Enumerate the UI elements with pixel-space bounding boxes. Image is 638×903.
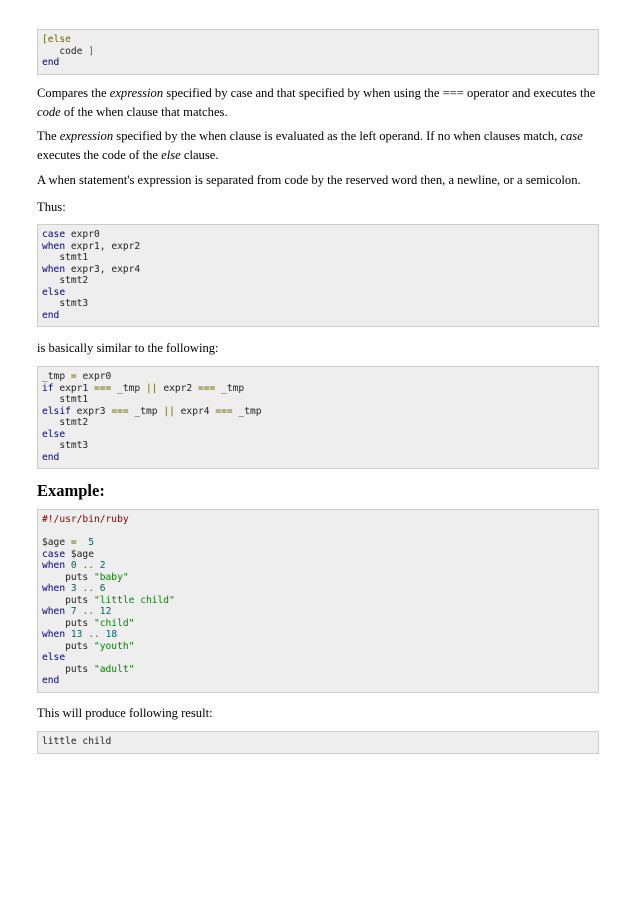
code-line: [42, 440, 594, 452]
code-token: puts: [42, 617, 94, 629]
code-line: [42, 664, 594, 676]
code-token: expr3: [70, 405, 112, 417]
code-token: "youth": [93, 640, 135, 652]
code-line: [42, 675, 594, 687]
code-token: ..: [82, 560, 95, 571]
code-token: end: [42, 675, 60, 686]
code-token: expr4: [174, 405, 216, 417]
paragraph-result-intro: This will produce following result:: [37, 706, 213, 720]
code-token: else: [42, 286, 66, 298]
code-token: "baby": [93, 571, 129, 583]
code-token: expr3, expr4: [65, 263, 141, 275]
text-segment: of the when clause that matches.: [60, 105, 228, 119]
code-line: [42, 560, 594, 572]
text-segment: Compares the: [37, 86, 110, 100]
code-line: [42, 252, 594, 264]
code-token: =: [70, 537, 77, 548]
italic-term: case: [560, 129, 583, 143]
code-token: "adult": [93, 663, 135, 675]
code-token: #!/usr/bin/ruby: [42, 514, 129, 525]
code-token: ..: [88, 629, 100, 640]
code-line: [42, 264, 594, 276]
code-line: [42, 275, 594, 287]
text-segment: The: [37, 129, 60, 143]
text-segment: specified by the when clause is evaluated as the left operand. If no when clauses match,: [113, 129, 561, 143]
code-token: expr1: [53, 382, 94, 394]
code-token: stmt1: [42, 394, 89, 405]
code-line: [42, 595, 594, 607]
code-line: [42, 383, 594, 395]
code-token: "child": [93, 617, 135, 629]
code-line: [42, 310, 594, 322]
code-token: _tmp: [215, 382, 245, 394]
code-token: case: [42, 548, 66, 560]
code-token: $age: [42, 537, 71, 548]
code-token: when: [42, 606, 66, 617]
italic-term: expression: [109, 86, 164, 100]
code-block-case-when: [37, 224, 599, 327]
code-token: expr0: [65, 229, 100, 240]
code-token: [else: [42, 34, 71, 45]
text-segment: clause.: [180, 148, 219, 162]
code-line: [42, 606, 594, 618]
code-token: stmt1: [42, 252, 89, 263]
code-token: when: [42, 263, 66, 275]
code-block-output: [37, 731, 599, 754]
code-token: puts: [42, 640, 94, 652]
code-block-if-equivalent: [37, 366, 599, 469]
code-token: puts: [42, 663, 94, 675]
code-line: [42, 572, 594, 584]
code-token: end: [42, 309, 60, 321]
code-token: $age: [65, 548, 94, 560]
code-token: code: [42, 45, 89, 57]
code-line: [42, 298, 594, 310]
code-line: [42, 417, 594, 429]
paragraph-thus: Thus:: [37, 200, 66, 214]
italic-term: expression: [59, 129, 114, 143]
code-token: ===: [111, 405, 129, 417]
code-token: when: [42, 583, 66, 594]
code-token: when: [42, 240, 66, 252]
code-token: expr1, expr2: [65, 240, 141, 252]
code-token: elsif: [42, 405, 71, 417]
code-line: [42, 629, 594, 641]
code-token: stmt2: [42, 417, 89, 428]
code-token: 5: [88, 537, 95, 548]
paragraph-case-description: [37, 84, 599, 122]
code-token: _tmp: [111, 382, 146, 394]
code-token: case: [42, 229, 66, 240]
code-block-else-syntax: [37, 29, 599, 75]
code-line: [42, 736, 594, 748]
code-token: 2: [99, 560, 106, 571]
code-token: puts: [42, 571, 94, 583]
code-token: ===: [215, 405, 233, 417]
code-token: 7: [70, 606, 77, 617]
code-line: [42, 406, 594, 418]
code-token: when: [42, 629, 66, 640]
paragraph-similar: is basically similar to the following:: [37, 341, 219, 355]
code-line: [42, 229, 594, 241]
code-token: little child: [42, 736, 112, 747]
code-line: [42, 549, 594, 561]
code-token: end: [42, 451, 60, 463]
code-token: ||: [163, 405, 175, 417]
code-line: [42, 34, 594, 46]
code-block-example: [37, 509, 599, 693]
code-token: else: [42, 652, 66, 663]
code-token: ||: [145, 382, 158, 394]
code-token: "little child": [93, 594, 175, 606]
code-line: [42, 618, 594, 630]
code-token: stmt2: [42, 275, 89, 286]
code-line: [42, 429, 594, 441]
paragraph-when-evaluation: [37, 127, 599, 165]
code-token: ===: [94, 382, 112, 394]
code-line: [42, 241, 594, 253]
code-line: [42, 583, 594, 595]
code-line: [42, 537, 594, 549]
code-line: [42, 641, 594, 653]
code-token: stmt3: [42, 298, 89, 309]
code-token: if: [42, 382, 54, 394]
code-token: end: [42, 57, 60, 68]
code-token: =: [70, 371, 77, 382]
code-token: else: [42, 428, 66, 440]
code-token: ===: [197, 382, 216, 394]
code-line: [42, 652, 594, 664]
code-token: stmt3: [42, 440, 89, 451]
code-token: 13: [70, 629, 83, 640]
code-token: [77, 537, 89, 548]
code-token: ]: [88, 45, 94, 57]
code-line: [42, 514, 594, 526]
code-token: 18: [105, 629, 118, 640]
code-token: 12: [99, 606, 112, 617]
code-line: [42, 394, 594, 406]
code-token: 6: [99, 583, 106, 594]
code-token: expr0: [76, 371, 112, 382]
code-token: puts: [42, 594, 94, 606]
code-line: [42, 526, 594, 538]
code-token: ..: [82, 583, 95, 594]
paragraph-when-separator: A when statement's expression is separated from code by the reserved word then, a newline, or a semicolon.: [37, 173, 581, 187]
text-segment: executes the code of the: [37, 148, 162, 162]
code-token: _tmp: [42, 371, 71, 382]
code-token: 3: [70, 583, 77, 594]
code-token: ..: [82, 606, 95, 617]
code-line: [42, 287, 594, 299]
code-line: [42, 452, 594, 464]
code-line: [42, 57, 594, 69]
italic-term: code: [37, 105, 61, 119]
section-heading-example: Example:: [37, 481, 105, 500]
code-token: expr2: [157, 382, 198, 394]
italic-term: else: [161, 148, 181, 162]
text-segment: specified by case and that specified by when using the === operator and executes the: [163, 86, 596, 100]
code-token: _tmp: [232, 405, 262, 417]
code-token: _tmp: [128, 405, 164, 417]
code-line: [42, 371, 594, 383]
code-token: when: [42, 560, 66, 571]
code-line: [42, 46, 594, 58]
code-token: 0: [70, 560, 77, 571]
